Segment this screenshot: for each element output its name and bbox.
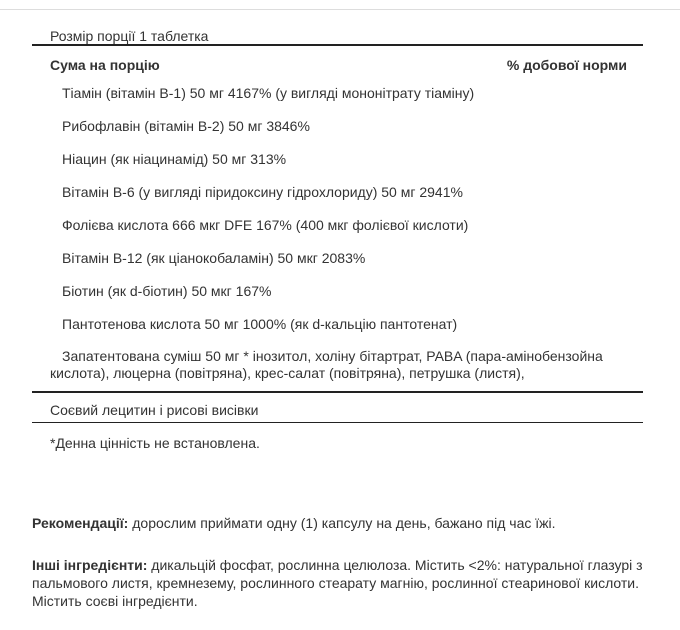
- facts-header-row: [32, 46, 643, 84]
- supplement-facts-table: [32, 22, 643, 452]
- top-divider: [0, 9, 680, 10]
- facts-item-biotin: Біотин (як d-біотин) 50 мкг 167%: [62, 283, 272, 299]
- facts-item-pantothenic-acid: Пантотенова кислота 50 мг 1000% (як d-кальцію пантотенат): [62, 316, 458, 332]
- facts-item-proprietary-blend: Запатентована суміш 50 мг * інозитол, холіну бітартрат, PABA (пара-амінобензойна кислота), люцерна (повітряна), крес-салат (повітряна), петрушка (листя),: [50, 348, 603, 381]
- facts-item-thiamin: Тіамін (вітамін B-1) 50 мг 4167% (у вигляді мононітрату тіаміну): [62, 85, 475, 101]
- other-ingredients-paragraph: [32, 556, 652, 610]
- facts-item-vitamin-b6: Вітамін B-6 (у вигляді піридоксину гідрохлориду) 50 мг 2941%: [62, 184, 463, 200]
- amount-per-serving-header: Сума на порцію: [50, 57, 160, 73]
- facts-item-folic-acid: Фолієва кислота 666 мкг DFE 167% (400 мкг фолієвої кислоти): [62, 217, 469, 233]
- recommendation-text: дорослим приймати одну (1) капсулу на день, бажано під час їжі.: [128, 515, 556, 531]
- serving-size: Розмір порції 1 таблетка: [32, 22, 643, 46]
- daily-value-header: % добової норми: [506, 57, 627, 73]
- recommendation-label: Рекомендації:: [32, 515, 129, 531]
- facts-item-vitamin-b12: Вітамін B-12 (як ціанокобаламін) 50 мкг 2083%: [62, 250, 366, 266]
- facts-other-ingredients: Соєвий лецитин і рисові висівки: [32, 393, 643, 423]
- facts-item-riboflavin: Рибофлавін (вітамін B-2) 50 мг 3846%: [62, 118, 310, 134]
- other-ingredients-label: Інші інгредієнти:: [32, 557, 148, 573]
- daily-value-footnote: *Денна цінність не встановлена.: [50, 435, 260, 451]
- facts-item-niacin: Ніацин (як ніацинамід) 50 мг 313%: [62, 151, 287, 167]
- recommendation-paragraph: [32, 514, 652, 532]
- other-ingredients-text: дикальцій фосфат, рослинна целюлоза. Містить <2%: натуральної глазурі з пальмового листя, кремнезему, рослинного стеарату магнію, рослинної стеаринової кислоти. Містить соєві інгредієнти.: [32, 557, 643, 609]
